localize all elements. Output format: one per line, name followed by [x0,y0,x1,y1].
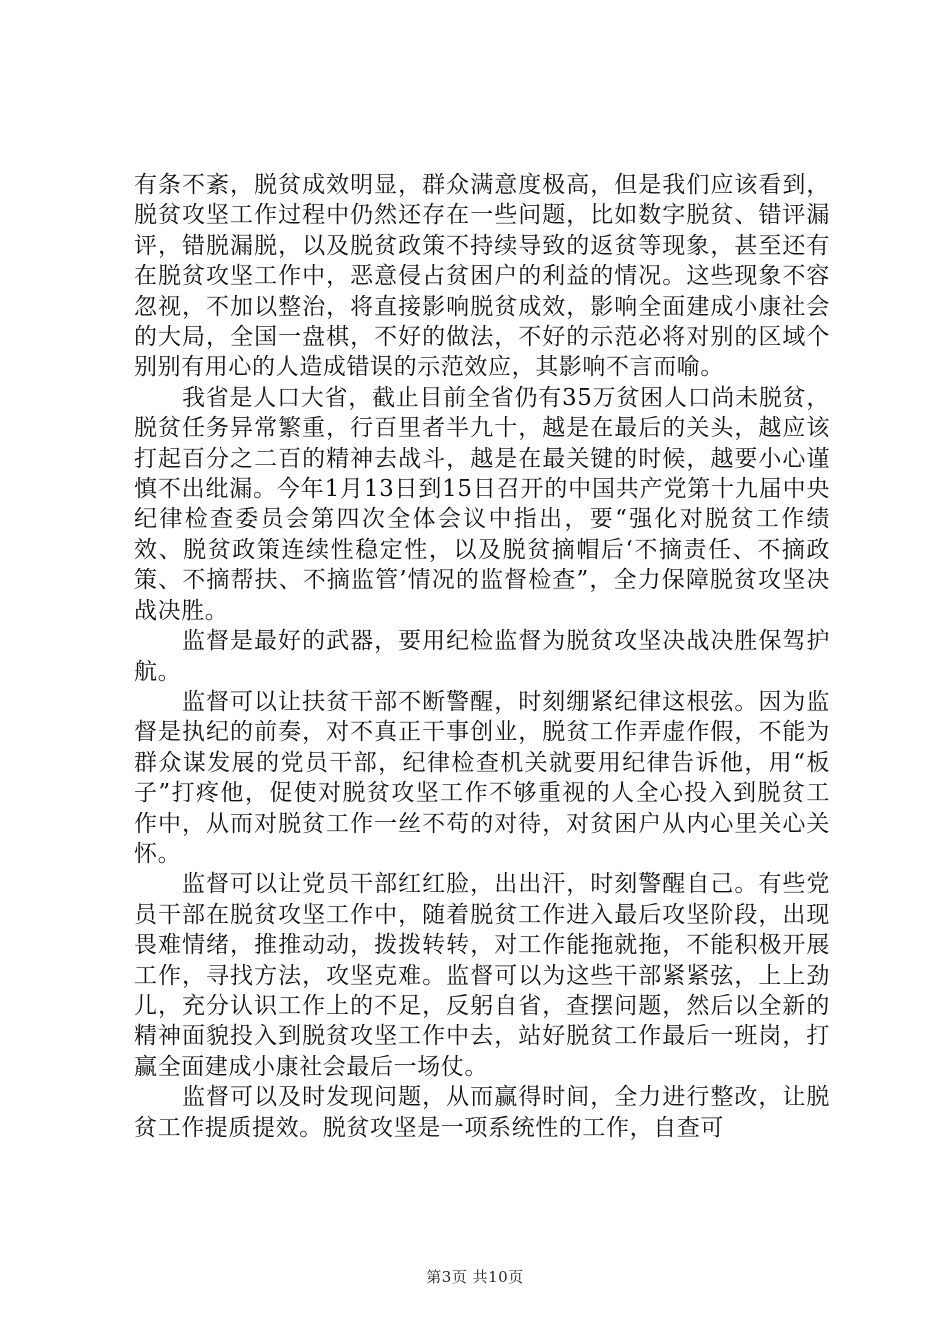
page-number-footer: 第3页 共10页 [426,1268,524,1286]
paragraph-5: 监督可以让党员干部红红脸，出出汗，时刻警醒自己。有些党员干部在脱贫攻坚工作中，随着脱贫工作进入最后攻坚阶段，出现畏难情绪，推推动动，拨拨转转，对工作能拖就拖，不能积极开展工作，寻找方法，攻坚克难。监督可以为这些干部紧紧弦，上上劲儿，充分认识工作上的不足，反躬自省，查摆问题，然后以全新的精神面貌投入到脱贫攻坚工作中去，站好脱贫工作最后一班岗，打赢全面建成小康社会最后一场仗。 [134,871,830,1080]
paragraph-3: 监督是最好的武器，要用纪检监督为脱贫攻坚决战决胜保驾护航。 [134,628,830,685]
paragraph-6: 监督可以及时发现问题，从而赢得时间，全力进行整改，让脱贫工作提质提效。脱贫攻坚是一项系统性的工作，自查可 [134,1084,830,1141]
paragraph-4: 监督可以让扶贫干部不断警醒，时刻绷紧纪律这根弦。因为监督是执纪的前奏，对不真正干事创业，脱贫工作弄虚作假，不能为群众谋发展的党员干部，纪律检查机关就要用纪律告诉他，用“板子”打疼他，促使对脱贫攻坚工作不够重视的人全心投入到脱贫工作中，从而对脱贫工作一丝不苟的对待，对贫困户从内心里关心关怀。 [134,688,830,867]
document-body [134,170,830,1143]
paragraph-1: 有条不紊，脱贫成效明显，群众满意度极高，但是我们应该看到，脱贫攻坚工作过程中仍然还存在一些问题，比如数字脱贫、错评漏评，错脱漏脱，以及脱贫政策不持续导致的返贫等现象，甚至还有在脱贫攻坚工作中，恶意侵占贫困户的利益的情况。这些现象不容忽视，不加以整治，将直接影响脱贫成效，影响全面建成小康社会的大局，全国一盘棋，不好的做法，不好的示范必将对别的区域个别别有用心的人造成错误的示范效应，其影响不言而喻。 [134,172,830,381]
paragraph-2: 我省是人口大省，截止目前全省仍有35万贫困人口尚未脱贫，脱贫任务异常繁重，行百里者半九十，越是在最后的关头，越应该打起百分之二百的精神去战斗，越是在最关键的时候，越要小心谨慎不出纰漏。今年1月13日到15日召开的中国共产党第十九届中央纪律检查委员会第四次全体会议中指出，要“强化对脱贫工作绩效、脱贫政策连续性稳定性，以及脱贫摘帽后‘不摘责任、不摘政策、不摘帮扶、不摘监管’情况的监督检查”，全力保障脱贫攻坚决战决胜。 [134,384,830,624]
